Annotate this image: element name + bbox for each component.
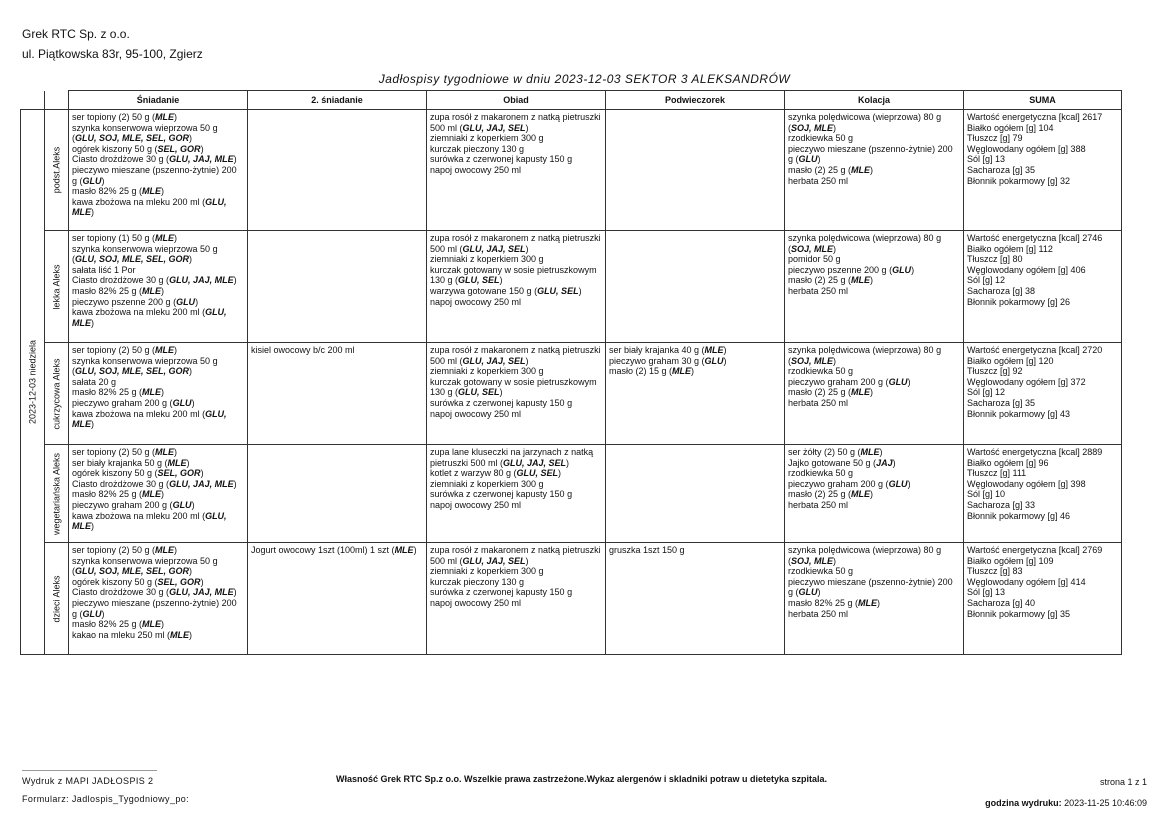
menu-item: masło 82% 25 g (MLE): [72, 186, 165, 197]
nutrition-line: Sól [g] 13: [967, 154, 1006, 165]
nutrition-line: Tłuszcz [g] 79: [967, 133, 1023, 144]
nutrition-line: Błonnik pokarmowy [g] 26: [967, 296, 1071, 307]
diet-label: cukrzycowa Aleks: [51, 357, 62, 430]
menu-item: ziemniaki z koperkiem 300 g: [430, 254, 544, 265]
menu-item: ogórek kiszony 50 g (SEL, GOR): [72, 143, 204, 154]
cell-obiad: [427, 110, 606, 231]
menu-item: pieczywo graham 200 g (GLU): [72, 397, 195, 408]
menu-item: pieczywo graham 200 g (GLU): [788, 478, 911, 489]
cell-obiad: [427, 543, 606, 655]
nutrition-line: Błonnik pokarmowy [g] 43: [967, 408, 1071, 419]
menu-item: kawa zbożowa na mleku 200 ml (GLU, MLE): [72, 307, 227, 328]
cell-drugie-sniadanie: [248, 445, 427, 543]
menu-item: pieczywo mieszane (pszenno-żytnie) 200 g (GLU): [788, 143, 953, 165]
diet-label: wegetariańska Aleks: [51, 452, 62, 535]
cell-podwieczorek: [606, 343, 785, 445]
cell-podwieczorek: [606, 543, 785, 655]
day-cell: [21, 110, 45, 655]
company-address: ul. Piątkowska 83r, 95-100, Zgierz: [22, 47, 203, 61]
cell-drugie-sniadanie: [248, 543, 427, 655]
diet-cell: [45, 110, 69, 231]
menu-item: szynka konserwowa wieprzowa 50 g (GLU, SOJ, MLE, SEL, GOR): [72, 122, 218, 144]
menu-item: napoj owocowy 250 ml: [430, 408, 522, 419]
company-info: [22, 24, 203, 64]
nutrition-line: Białko ogółem [g] 96: [967, 457, 1049, 468]
menu-item: ziemniaki z koperkiem 300 g: [430, 478, 544, 489]
nutrition-line: Sól [g] 13: [967, 587, 1006, 598]
menu-item: pieczywo graham 200 g (GLU): [788, 376, 911, 387]
menu-item: szynka polędwicowa (wieprzowa) 80 g (SOJ, MLE): [788, 112, 942, 133]
menu-item: masło 82% 25 g (MLE): [72, 387, 165, 398]
menu-item: herbata 250 ml: [788, 397, 849, 408]
menu-item: napoj owocowy 250 ml: [430, 164, 522, 175]
cell-sniadanie: [69, 343, 248, 445]
menu-item: ziemniaki z koperkiem 300 g: [430, 566, 544, 577]
cell-podwieczorek: [606, 445, 785, 543]
nutrition-line: Tłuszcz [g] 80: [967, 254, 1023, 265]
col-header-podwieczorek: Podwieczorek: [606, 91, 785, 110]
nutrition-line: Sól [g] 12: [967, 387, 1006, 398]
menu-item: zupa rosół z makaronem z natką pietruszki 500 ml (GLU, JAJ, SEL): [430, 545, 601, 566]
menu-item: masło 82% 25 g (MLE): [72, 619, 165, 630]
menu-item: masło (2) 25 g (MLE): [788, 489, 874, 500]
nutrition-line: Tłuszcz [g] 83: [967, 566, 1023, 577]
diet-label: podst.Aleks: [51, 146, 62, 194]
menu-item: ser biały krajanka 40 g (MLE): [609, 345, 727, 355]
menu-item: rzodkiewka 50 g: [788, 366, 854, 377]
nutrition-line: Białko ogółem [g] 120: [967, 355, 1054, 366]
nutrition-line: Sacharoza [g] 35: [967, 397, 1036, 408]
menu-item: pieczywo pszenne 200 g (GLU): [788, 264, 915, 275]
menu-item: napoj owocowy 250 ml: [430, 296, 522, 307]
menu-item: zupa rosół z makaronem z natką pietruszki 500 ml (GLU, JAJ, SEL): [430, 345, 601, 366]
menu-item: kawa zbożowa na mleku 200 ml (GLU, MLE): [72, 408, 227, 430]
menu-item: ogórek kiszony 50 g (SEL, GOR): [72, 576, 204, 587]
nutrition-line: Błonnik pokarmowy [g] 32: [967, 175, 1071, 186]
menu-item: masło (2) 25 g (MLE): [788, 164, 874, 175]
menu-item: kurczak pieczony 130 g: [430, 576, 525, 587]
diet-label: dzieci Aleks: [51, 574, 62, 623]
cell-drugie-sniadanie: [248, 343, 427, 445]
menu-item: ser topiony (2) 50 g (MLE): [72, 345, 178, 355]
menu-item: kurczak gotowany w sosie pietruszkowym 130 g (GLU, SEL): [430, 376, 597, 398]
menu-item: pieczywo graham 30 g (GLU): [609, 355, 727, 366]
col-header-suma: SUMA: [964, 91, 1122, 110]
menu-item: pieczywo pszenne 200 g (GLU): [72, 296, 199, 307]
table-row: [21, 231, 1122, 343]
menu-item: sałata liść 1 Por: [72, 264, 136, 275]
cell-kolacja: [785, 231, 964, 343]
nutrition-line: Węglowodany ogółem [g] 388: [967, 143, 1086, 154]
printout-label: Wydruk z MAPI JADŁOSPIS 2: [22, 776, 154, 786]
nutrition-line: Wartość energetyczna [kcal] 2617: [967, 112, 1103, 122]
nutrition-line: Błonnik pokarmowy [g] 46: [967, 510, 1071, 521]
menu-item: gruszka 1szt 150 g: [609, 545, 685, 555]
menu-item: surówka z czerwonej kapusty 150 g: [430, 587, 573, 598]
menu-item: ziemniaki z koperkiem 300 g: [430, 366, 544, 377]
menu-item: herbata 250 ml: [788, 285, 849, 296]
menu-item: herbata 250 ml: [788, 175, 849, 186]
cell-kolacja: [785, 110, 964, 231]
menu-item: napoj owocowy 250 ml: [430, 597, 522, 608]
nutrition-line: Sacharoza [g] 40: [967, 597, 1036, 608]
menu-item: szynka konserwowa wieprzowa 50 g (GLU, SOJ, MLE, SEL, GOR): [72, 243, 218, 265]
cell-obiad: [427, 343, 606, 445]
menu-item: herbata 250 ml: [788, 608, 849, 619]
menu-item: kawa zbożowa na mleku 200 ml (GLU, MLE): [72, 196, 227, 218]
menu-item: szynka konserwowa wieprzowa 50 g (GLU, SOJ, MLE, SEL, GOR): [72, 555, 218, 577]
cell-podwieczorek: [606, 110, 785, 231]
menu-item: rzodkiewka 50 g: [788, 133, 854, 144]
nutrition-line: Węglowodany ogółem [g] 398: [967, 478, 1086, 489]
nutrition-line: Węglowodany ogółem [g] 372: [967, 376, 1086, 387]
diet-cell: [45, 445, 69, 543]
cell-drugie-sniadanie: [248, 110, 427, 231]
menu-item: masło (2) 25 g (MLE): [788, 275, 874, 286]
menu-item: szynka polędwicowa (wieprzowa) 80 g (SOJ, MLE): [788, 545, 942, 566]
cell-sniadanie: [69, 231, 248, 343]
menu-item: Ciasto drożdżowe 30 g (GLU, JAJ, MLE): [72, 154, 237, 165]
page-number: strona 1 z 1: [1099, 777, 1147, 787]
cell-suma: [964, 343, 1122, 445]
cell-kolacja: [785, 543, 964, 655]
menu-item: surówka z czerwonej kapusty 150 g: [430, 489, 573, 500]
table-row: [21, 445, 1122, 543]
menu-item: masło 82% 25 g (MLE): [72, 489, 165, 500]
nutrition-line: Wartość energetyczna [kcal] 2769: [967, 545, 1103, 555]
menu-item: pieczywo mieszane (pszenno-żytnie) 200 g (GLU): [72, 597, 237, 619]
table-row: [21, 343, 1122, 445]
menu-item: ser topiony (2) 50 g (MLE): [72, 447, 178, 457]
menu-item: Ciasto drożdżowe 30 g (GLU, JAJ, MLE): [72, 275, 237, 286]
print-time: [985, 793, 1147, 814]
menu-item: herbata 250 ml: [788, 499, 849, 510]
menu-item: Ciasto drożdżowe 30 g (GLU, JAJ, MLE): [72, 478, 237, 489]
menu-item: kurczak pieczony 130 g: [430, 143, 525, 154]
nutrition-line: Sól [g] 12: [967, 275, 1006, 286]
menu-item: zupa lane kluseczki na jarzynach z natką pietruszki 500 ml (GLU, JAJ, SEL): [430, 447, 594, 468]
nutrition-line: Wartość energetyczna [kcal] 2720: [967, 345, 1103, 355]
menu-item: sałata 20 g: [72, 376, 117, 387]
nutrition-line: Białko ogółem [g] 109: [967, 555, 1054, 566]
diet-cell: [45, 343, 69, 445]
menu-item: pieczywo mieszane (pszenno-żytnie) 200 g (GLU): [72, 164, 237, 186]
nutrition-line: Wartość energetyczna [kcal] 2889: [967, 447, 1103, 457]
form-label: Formularz: Jadlospis_Tygodniowy_po:: [22, 794, 190, 804]
menu-item: pomidor 50 g: [788, 254, 841, 265]
menu-table: [20, 90, 1122, 655]
menu-item: pieczywo mieszane (pszenno-żytnie) 200 g (GLU): [788, 576, 953, 598]
diet-cell: [45, 543, 69, 655]
menu-item: kisiel owocowy b/c 200 ml: [251, 345, 355, 355]
menu-item: zupa rosół z makaronem z natką pietruszki 500 ml (GLU, JAJ, SEL): [430, 233, 601, 254]
menu-item: ser topiony (2) 50 g (MLE): [72, 545, 178, 555]
menu-item: masło 82% 25 g (MLE): [72, 285, 165, 296]
menu-item: szynka polędwicowa (wieprzowa) 80 g (SOJ, MLE): [788, 345, 942, 366]
header-row: [21, 91, 1122, 110]
nutrition-line: Błonnik pokarmowy [g] 35: [967, 608, 1071, 619]
nutrition-line: Węglowodany ogółem [g] 406: [967, 264, 1086, 275]
cell-suma: [964, 110, 1122, 231]
menu-item: szynka polędwicowa (wieprzowa) 80 g (SOJ, MLE): [788, 233, 942, 254]
footer-left: [22, 772, 189, 808]
footer-right: [985, 772, 1147, 814]
menu-item: ser topiony (1) 50 g (MLE): [72, 233, 178, 243]
nutrition-line: Sól [g] 10: [967, 489, 1006, 500]
nutrition-line: Wartość energetyczna [kcal] 2746: [967, 233, 1103, 243]
menu-item: ser biały krajanka 50 g (MLE): [72, 457, 190, 468]
menu-item: ser żółty (2) 50 g (MLE): [788, 447, 883, 457]
cell-suma: [964, 445, 1122, 543]
menu-item: napoj owocowy 250 ml: [430, 499, 522, 510]
menu-item: kakao na mleku 250 ml (MLE): [72, 629, 193, 640]
cell-kolacja: [785, 343, 964, 445]
table-row: [21, 110, 1122, 231]
menu-item: masło (2) 25 g (MLE): [788, 387, 874, 398]
cell-sniadanie: [69, 110, 248, 231]
diet-label: lekka Aleks: [51, 263, 62, 310]
col-header-drugie-sniadanie: 2. śniadanie: [248, 91, 427, 110]
footer-divider: [22, 770, 157, 771]
menu-item: masło 82% 25 g (MLE): [788, 597, 881, 608]
menu-item: Ciasto drożdżowe 30 g (GLU, JAJ, MLE): [72, 587, 237, 598]
nutrition-line: Tłuszcz [g] 111: [967, 468, 1027, 479]
nutrition-line: Białko ogółem [g] 104: [967, 122, 1054, 133]
cell-obiad: [427, 445, 606, 543]
day-label: 2023-12-03 niedziela: [27, 339, 38, 425]
page-title: Jadłospisy tygodniowe w dniu 2023-12-03 SEKTOR 3 ALEKSANDRÓW: [378, 72, 791, 86]
menu-item: ogórek kiszony 50 g (SEL, GOR): [72, 468, 204, 479]
menu-item: kotlet z warzyw 80 g (GLU, SEL): [430, 468, 562, 479]
menu-item: zupa rosół z makaronem z natką pietruszki 500 ml (GLU, JAJ, SEL): [430, 112, 601, 133]
menu-item: kurczak gotowany w sosie pietruszkowym 130 g (GLU, SEL): [430, 264, 597, 286]
cell-kolacja: [785, 445, 964, 543]
menu-item: ser topiony (2) 50 g (MLE): [72, 112, 178, 122]
copyright-notice: Własność Grek RTC Sp.z o.o. Wszelkie prawa zastrzeżone.Wykaz alergenów i skladniki potraw u dietetyka szpitala.: [336, 774, 827, 784]
nutrition-line: Sacharoza [g] 33: [967, 499, 1036, 510]
col-header-obiad: Obiad: [427, 91, 606, 110]
menu-item: surówka z czerwonej kapusty 150 g: [430, 154, 573, 165]
col-header-kolacja: Kolacja: [785, 91, 964, 110]
cell-podwieczorek: [606, 231, 785, 343]
table-row: [21, 543, 1122, 655]
nutrition-line: Białko ogółem [g] 112: [967, 243, 1053, 254]
menu-item: pieczywo graham 200 g (GLU): [72, 499, 195, 510]
menu-item: surówka z czerwonej kapusty 150 g: [430, 397, 573, 408]
menu-item: masło (2) 15 g (MLE): [609, 366, 695, 377]
menu-item: Jajko gotowane 50 g (JAJ): [788, 457, 896, 468]
nutrition-line: Sacharoza [g] 38: [967, 285, 1036, 296]
menu-item: warzywa gotowane 150 g (GLU, SEL): [430, 285, 582, 296]
cell-obiad: [427, 231, 606, 343]
nutrition-line: Węglowodany ogółem [g] 414: [967, 576, 1086, 587]
print-time-label: godzina wydruku:: [985, 798, 1062, 808]
menu-item: szynka konserwowa wieprzowa 50 g (GLU, SOJ, MLE, SEL, GOR): [72, 355, 218, 377]
menu-item: ziemniaki z koperkiem 300 g: [430, 133, 544, 144]
menu-item: rzodkiewka 50 g: [788, 566, 854, 577]
nutrition-line: Tłuszcz [g] 92: [967, 366, 1023, 377]
cell-suma: [964, 543, 1122, 655]
menu-item: Jogurt owocowy 1szt (100ml) 1 szt (MLE): [251, 545, 417, 555]
cell-sniadanie: [69, 543, 248, 655]
print-time-value: 2023-11-25 10:46:09: [1064, 798, 1147, 808]
menu-item: kawa zbożowa na mleku 200 ml (GLU, MLE): [72, 510, 227, 532]
cell-suma: [964, 231, 1122, 343]
company-name: Grek RTC Sp. z o.o.: [22, 27, 130, 41]
menu-item: rzodkiewka 50 g: [788, 468, 854, 479]
diet-cell: [45, 231, 69, 343]
cell-sniadanie: [69, 445, 248, 543]
nutrition-line: Sacharoza [g] 35: [967, 164, 1036, 175]
col-header-sniadanie: Śniadanie: [69, 91, 248, 110]
cell-drugie-sniadanie: [248, 231, 427, 343]
